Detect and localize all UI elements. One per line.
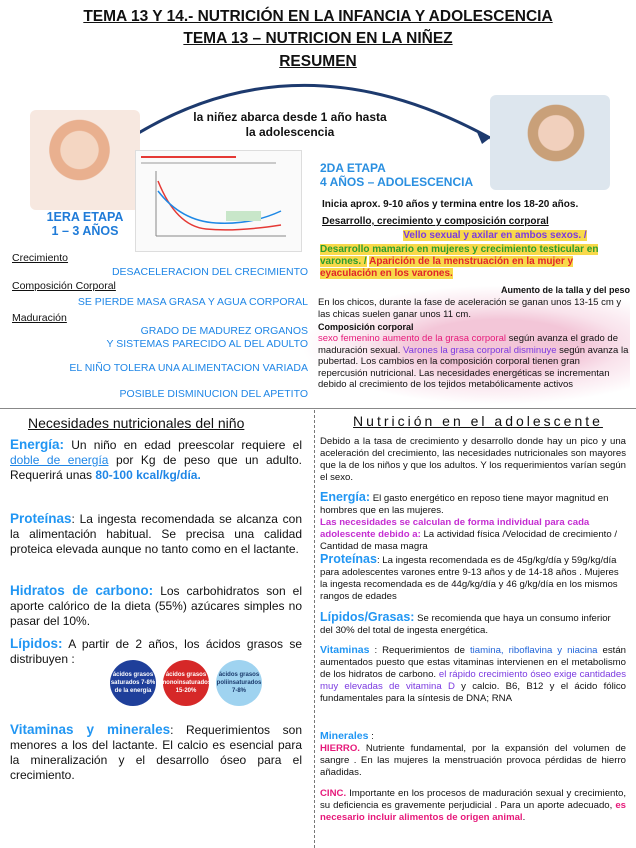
lipidos-adolescente	[320, 611, 626, 637]
hierro-heading: HIERRO.	[320, 743, 360, 754]
energia-heading: Energía:	[10, 437, 65, 452]
hidratos-text: Los carbohidratos son el aporte calórico de la dieta (55%) azúcares simples no pasar del 10%.	[10, 584, 303, 628]
vit-text1: : Requerimientos de	[374, 645, 465, 656]
saturados-circle: ácidos grasos saturados 7-8% de la energía	[110, 660, 156, 706]
hidratos-heading: Hidratos de carbono:	[10, 583, 154, 598]
lipidos-heading: Lípidos:	[10, 636, 63, 651]
comp-title: Composición corporal	[318, 322, 414, 332]
proteinas-adolescente	[320, 553, 626, 603]
energia-adol-heading: Energía:	[320, 490, 371, 504]
hierro-body: Nutriente fundamental, por la expansión del volumen de sangre . En las mujeres la menstruación provoca pérdidas de hierro añadidas.	[320, 743, 626, 778]
proteinas-nino	[10, 511, 302, 557]
comp-text1: según avanza el grado de maduración sexual.	[318, 333, 618, 356]
comp-text2: según avanza la pubertad.	[318, 344, 629, 367]
vit-colored1: tiamina, riboflavina y niacina	[469, 645, 598, 656]
cinc-heading: CINC.	[320, 788, 347, 799]
inicia-text: Inicia aprox. 9-10 años y termina entre los 18-20 años.	[322, 199, 579, 210]
maduracion-value-1: GRADO DE MADUREZ ORGANOS	[140, 325, 308, 337]
vit-text3: y calcio. B6, B12 y el ácido fólico fundamentales para la síntesis de DNA; RNA	[320, 681, 627, 704]
comp-text3: Los cambios en la composición corporal tienen gran repercusión nutricional. Las necesidades energéticas se incrementan debido al crecimiento de los tejidos metabólicamente activos	[318, 356, 610, 390]
energia-text2: por Kg de peso que un adulto. Requerirá unas	[10, 453, 303, 482]
vitaminas-adolescente	[320, 644, 626, 705]
crecimiento-value: DESACELERACION DEL CRECIMIENTO	[111, 266, 308, 278]
vit-adol-heading: Vitaminas	[320, 644, 370, 656]
hierro-text	[320, 743, 626, 779]
cinc-text	[320, 788, 626, 824]
stage2-line1: 2DA ETAPA	[320, 161, 386, 175]
bubble-text: la niñez abarca desde 1 año hasta la adolescencia	[193, 110, 387, 139]
energia-nino	[10, 437, 302, 483]
lipidos-text: A partir de 2 años, los ácidos grasos se distribuyen :	[10, 637, 303, 666]
subtitle: TEMA 13 – NUTRICION EN LA NIÑEZ	[183, 30, 453, 47]
vello-text	[360, 230, 630, 241]
monoinsaturados-circle: ácidos grasos monoinsaturados 15-20%	[163, 660, 209, 706]
comp-femenino: sexo femenino aumento de la grasa corporal	[318, 333, 507, 344]
growth-chart-image	[135, 150, 302, 252]
adolescente-intro: Debido a la tasa de crecimiento y desarrollo donde hay un pico y una aceleración del crecimiento, las necesidades nutricionales son mayores que la de los niños y que los adultos. Y los requerimientos varían según el sexo.	[320, 436, 626, 483]
stage2-label	[320, 161, 473, 189]
ninos-section-title: Necesidades nutricionales del niño	[28, 415, 245, 431]
poliinsaturados-circle: ácidos grasos poliinsaturados 7-8%	[216, 660, 262, 706]
cinc-end: .	[522, 812, 526, 823]
desarrollo-title: Desarrollo, crecimiento y composición corporal	[322, 216, 549, 227]
horizontal-divider	[0, 408, 636, 409]
proteinas-adol-heading: Proteínas	[320, 552, 377, 566]
hidratos-nino	[10, 583, 302, 629]
comp-varones: Varones la grasa corporal disminuye	[403, 344, 557, 356]
child-photo	[30, 110, 140, 210]
stage2-line2: 4 AÑOS – ADOLESCENCIA	[320, 175, 474, 189]
mamario-highlight: Desarrollo mamario en mujeres y crecimiento testicular en varones. /	[320, 244, 599, 267]
vitaminas-text: : Requerimientos son menores a los del lactante. El calcio es esencial para la mineralización y el desarrollo óseo para el crecimiento.	[10, 723, 302, 782]
vitaminas-heading: Vitaminas y minerales	[10, 722, 171, 737]
stage1-line1: 1ERA ETAPA	[46, 210, 124, 224]
resumen-heading: RESUMEN	[279, 53, 357, 70]
proteinas-heading: Proteínas	[10, 511, 72, 526]
lipidos-adol-text: Se recomienda que haya un consumo inferior del 30% del total de ingesta energética.	[320, 613, 611, 636]
crecimiento-label: Crecimiento	[12, 252, 69, 264]
calculo-adolescente	[320, 517, 626, 553]
stage1-line2: 1 – 3 AÑOS	[51, 224, 119, 238]
talla-text: En los chicos, durante la fase de aceleración se ganan unos 13-15 cm y las chicas suelen ganar unos 11 cm.	[318, 297, 622, 320]
minerales-heading-row	[320, 730, 626, 743]
stage1-label	[30, 210, 140, 238]
composicion-label: Composición Corporal	[12, 280, 116, 292]
energia-adolescente	[320, 491, 626, 517]
vit-text2: están aumentados puesto que estas vitaminas intervienen en el metabolismo de los hidratos de carbono.	[320, 645, 627, 680]
vertical-divider	[314, 410, 315, 848]
maduracion-value-2: Y SISTEMAS PARECIDO AL DEL ADULTO	[106, 338, 308, 350]
vitaminas-nino	[10, 722, 302, 783]
lipidos-adol-heading: Lípidos/Grasas:	[320, 610, 415, 624]
apetito-text: POSIBLE DISMINUCION DEL APETITO	[119, 388, 308, 400]
cinc-colored: es necesario incluir alimentos de origen animal	[320, 800, 626, 823]
minerales-colon: :	[371, 731, 374, 742]
comp-text	[318, 333, 630, 391]
energia-link: doble de energía	[10, 453, 109, 467]
tolerancia-text: EL NIÑO TOLERA UNA ALIMENTACION VARIADA	[69, 362, 308, 374]
minerales-heading: Minerales	[320, 730, 369, 742]
proteinas-text: : La ingesta recomendada se alcanza con la alimentación habitual. Se precisa una calidad proteica elevada aunque no tanto como en el lactante.	[10, 512, 302, 556]
composicion-value: SE PIERDE MASA GRASA Y AGUA CORPORAL	[77, 296, 308, 308]
energia-adol-text: El gasto energético en reposo tiene mayor magnitud en hombres que en las mujeres.	[320, 493, 609, 516]
teen-photo	[490, 95, 610, 190]
cinc-body: Importante en los procesos de maduración sexual y crecimiento, su deficiencia es gravemente perjudicial . Para un aporte adecuado,	[320, 788, 626, 811]
mamario-text	[320, 244, 628, 280]
vello-highlight: Vello sexual y axilar en ambos sexos. /	[403, 230, 587, 241]
menstruacion-highlight: Aparición de la menstruación en la mujer y eyaculación en los varones.	[320, 256, 574, 279]
proteinas-adol-text: : La ingesta recomendada es de 45g/kg/día y 59g/kg/día para adolescentes varones entre 9-13 años y de 14-18 años . Mujeres la ingesta recomendada es de 44g/kg/día y 46 g/kg/día en los mismos rangos de edades	[320, 555, 619, 602]
energia-value: 80-100 kcal/kg/día.	[95, 468, 201, 482]
talla-title: Aumento de la talla y del peso	[500, 285, 630, 295]
lipidos-nino	[10, 636, 302, 667]
adolescente-section-title: Nutrición en el adolescente	[353, 413, 603, 429]
main-title: TEMA 13 Y 14.- NUTRICIÓN EN LA INFANCIA Y ADOLESCENCIA	[83, 8, 553, 25]
maduracion-label: Maduración	[12, 312, 67, 324]
vit-colored2: el rápido crecimiento óseo exige cantidades muy elevadas de vitamina D	[320, 669, 626, 692]
energia-text1: Un niño en edad preescolar requiere el	[71, 438, 302, 452]
calculo-text: La actividad física /Velocidad de crecimiento / Cantidad de masa magra	[320, 529, 618, 552]
calculo-colored: Las necesidades se calculan de forma individual para cada adolescente debido a:	[320, 517, 590, 540]
